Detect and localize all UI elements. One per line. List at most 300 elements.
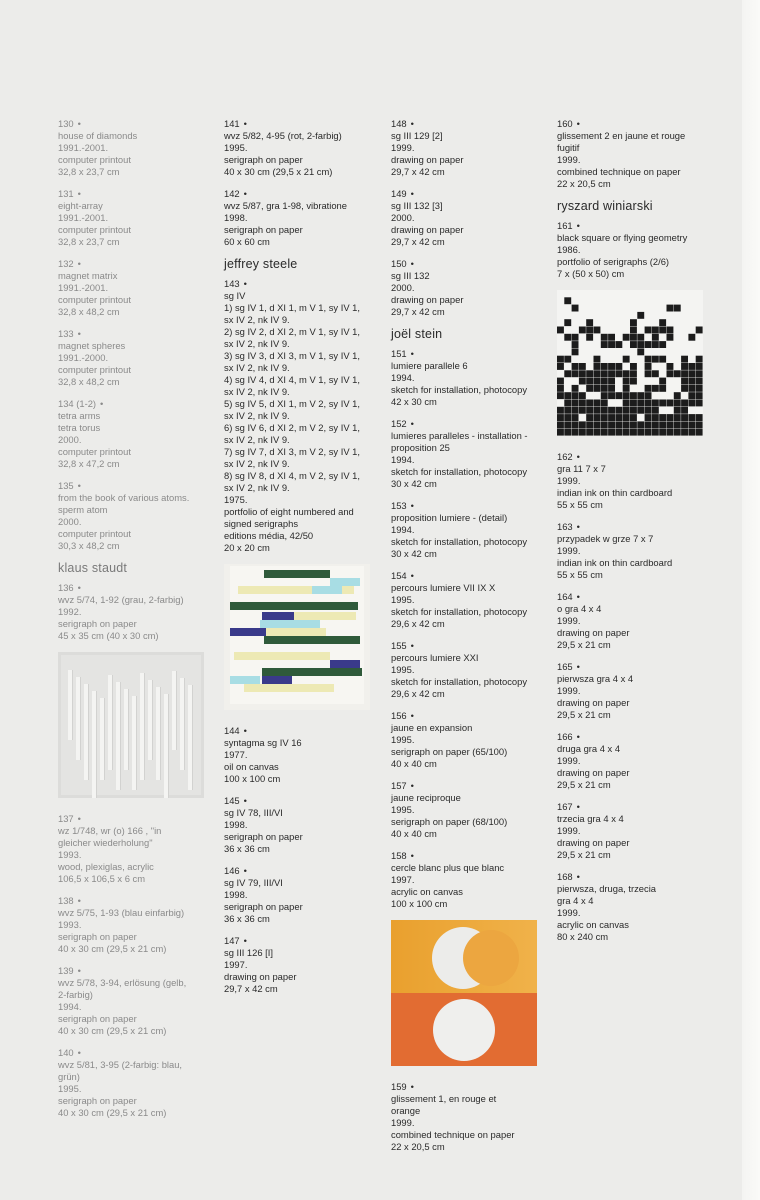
entry-number: 149 [391,188,407,199]
grid-cell [688,297,695,304]
entry-detail-line: 32,8 x 48,2 cm [58,376,120,387]
entry-number-line [557,661,722,673]
grid-cell [601,348,608,355]
grid-cell [579,319,586,326]
grid-cell [586,327,593,334]
grid-cell [623,341,630,348]
entry-detail-line: 1999. [557,545,581,556]
grid-cell [645,356,652,363]
grid-cell [579,356,586,363]
grid-cell [615,297,622,304]
grid-cell [645,392,652,399]
grid-cell [667,356,674,363]
grid-cell [557,385,564,392]
grid-cell [615,392,622,399]
entry-detail-line: 1) sg IV 1, d XI 1, m V 1, sy IV 1, [224,302,360,313]
grid-cell [557,429,564,436]
entry-detail-line: wvz 5/74, 1-92 (grau, 2-farbig) [58,594,184,605]
grid-cell [645,305,652,312]
grid-cell [615,290,622,297]
grid-cell [681,290,688,297]
relief-strip [124,689,128,770]
entry-number-line [391,780,551,792]
grid-cell [601,319,608,326]
grid-cell [652,400,659,407]
entry-detail-line: 1991.-2000. [58,352,109,363]
grid-cell [637,414,644,421]
entry-detail-line: drawing on paper [391,224,464,235]
grid-cell [623,356,630,363]
grid-cell [681,297,688,304]
catalogue-entry [391,780,551,840]
bullet-icon: • [77,258,81,269]
grid-cell [674,348,681,355]
grid-cell [594,429,601,436]
entry-detail-line: sx IV 2, nk IV 9. [224,338,290,349]
catalogue-entry [58,582,218,642]
entry-detail-line: przypadek w grze 7 x 7 [557,533,654,544]
grid-cell [579,297,586,304]
entry-number: 145 [224,795,240,806]
catalogue-entry [557,661,722,721]
grid-cell [637,348,644,355]
relief-strip [92,691,96,798]
grid-cell [667,348,674,355]
bullet-icon: • [576,118,580,129]
grid-cell [688,385,695,392]
grid-cell [572,370,579,377]
grid-cell [674,363,681,370]
entries-post-steele [224,725,384,995]
relief-shadow [88,684,89,780]
relief-shadow [104,698,105,780]
catalogue-entry [391,188,551,248]
grid-cell [630,348,637,355]
entry-detail-line: 29,6 x 42 cm [391,618,445,629]
steele-bar [230,628,266,636]
entry-detail-line: 1986. [557,244,581,255]
catalogue-entry [557,451,722,511]
entry-number-line [58,328,218,340]
grid-cell [586,363,593,370]
grid-cell [586,421,593,428]
grid-cell [659,392,666,399]
grid-cell [637,400,644,407]
entry-detail-line: computer printout [58,528,131,539]
entry-number-line [58,895,218,907]
grid-cell [601,363,608,370]
catalogue-entry [58,188,218,248]
entry-detail-line: black square or flying geometry [557,232,688,243]
grid-cell [601,305,608,312]
entry-detail-line: 32,8 x 47,2 cm [58,458,120,469]
catalogue-entry [58,480,218,552]
grid-cell [586,414,593,421]
grid-cell [572,341,579,348]
entry-detail-line: 1999. [557,825,581,836]
entry-detail-line: 30 x 42 cm [391,478,437,489]
entry-number: 136 [58,582,74,593]
catalogue-entry [224,118,384,178]
relief-strip [132,696,136,790]
catalogue-entry [224,188,384,248]
grid-cell [630,421,637,428]
grid-cell [615,356,622,363]
grid-cell [608,363,615,370]
entry-number: 132 [58,258,74,269]
grid-cell [608,348,615,355]
grid-cell [637,407,644,414]
entry-number: 156 [391,710,407,721]
catalogue-entry [557,220,722,280]
grid-cell [557,370,564,377]
grid-cell [579,414,586,421]
grid-cell [594,421,601,428]
grid-cell [652,385,659,392]
entry-detail-line: 29,5 x 21 cm [557,639,611,650]
bullet-icon: • [77,895,81,906]
entry-detail-line: 29,5 x 21 cm [557,849,611,860]
entry-detail-line: jaune en expansion [391,722,473,733]
relief-strip [172,671,176,750]
grid-cell [659,407,666,414]
entries-pre-steele [224,118,384,248]
grid-cell [623,392,630,399]
entry-detail-line: 2000. [391,282,415,293]
catalogue-entry [58,895,218,955]
grid-cell [688,407,695,414]
entry-detail-line: 1999. [557,755,581,766]
grid-cell [572,319,579,326]
entry-detail-line: drawing on paper [391,154,464,165]
bullet-icon: • [243,935,247,946]
entry-detail-line: wz 1/748, wr (o) 166 , "in [58,825,162,836]
entry-number-line [224,795,384,807]
entry-detail-line: proposition 25 [391,442,450,453]
grid-cell [667,341,674,348]
grid-cell [608,385,615,392]
grid-cell [579,400,586,407]
grid-cell [674,400,681,407]
grid-cell [645,319,652,326]
entry-detail-line: 20 x 20 cm [224,542,270,553]
grid-cell [637,327,644,334]
grid-cell [564,290,571,297]
grid-cell [601,290,608,297]
grid-cell [652,429,659,436]
grid-cell [572,385,579,392]
grid-cell [674,378,681,385]
relief-shadow [136,696,137,790]
grid-cell [688,356,695,363]
grid-cell [557,363,564,370]
grid-cell [586,334,593,341]
grid-cell [696,305,703,312]
entry-detail-line: 40 x 30 cm (29,5 x 21 cm) [58,1107,167,1118]
entry-detail-line: trzecia gra 4 x 4 [557,813,624,824]
grid-cell [630,312,637,319]
entry-detail-line: 1999. [557,475,581,486]
grid-cell [572,414,579,421]
grid-cell [623,414,630,421]
entry-detail-line: acrylic on canvas [391,886,463,897]
catalogue-entry [58,398,218,470]
grid-cell [615,414,622,421]
steele-bar [234,652,330,660]
catalogue-entry [557,521,722,581]
entry-detail-line: 32,8 x 23,7 cm [58,236,120,247]
grid-cell [615,327,622,334]
entry-detail-line: signed serigraphs [224,518,299,529]
grid-cell [659,400,666,407]
entry-detail-line: indian ink on thin cardboard [557,557,673,568]
entry-detail-line: tetra arms [58,410,101,421]
bullet-icon: • [410,710,414,721]
grid-cell [637,370,644,377]
grid-cell [645,348,652,355]
catalogue-entry [557,731,722,791]
entry-detail-line: 7 x (50 x 50) cm [557,268,625,279]
grid-cell [674,327,681,334]
entries-pre-winiarski [557,118,722,190]
grid-cell [564,429,571,436]
grid-cell [681,334,688,341]
grid-cell [645,400,652,407]
entry-number-line [391,1081,551,1093]
grid-cell [594,327,601,334]
steele-bar [230,602,358,610]
grid-cell [630,305,637,312]
grid-cell [667,407,674,414]
steele-serigraph-image [224,564,384,713]
grid-cell [630,319,637,326]
grid-cell [696,414,703,421]
entry-detail-line: 1998. [224,212,248,223]
grid-cell [572,400,579,407]
entry-detail-line: 22 x 20,5 cm [391,1141,445,1152]
entry-detail-line: 1993. [58,849,82,860]
grid-cell [696,370,703,377]
grid-cell [608,392,615,399]
entry-detail-line: 29,7 x 42 cm [391,306,445,317]
entry-number: 138 [58,895,74,906]
bullet-icon: • [410,640,414,651]
grid-cell [615,370,622,377]
grid-cell [594,341,601,348]
grid-cell [688,392,695,399]
entry-detail-line: 1975. [224,494,248,505]
steele-bar [230,676,260,684]
grid-cell [608,327,615,334]
grid-cell [594,297,601,304]
grid-cell [659,297,666,304]
grid-cell [601,414,608,421]
entry-detail-line: proposition lumiere - (detail) [391,512,508,523]
grid-cell [564,356,571,363]
entry-detail-line: 100 x 100 cm [391,898,448,909]
grid-cell [586,400,593,407]
entry-number-line [391,418,551,430]
entry-number: 131 [58,188,74,199]
grid-cell [586,305,593,312]
grid-cell [601,341,608,348]
grid-cell [586,407,593,414]
entry-detail-line: wvz 5/78, 3-94, erlösung (gelb, [58,977,187,988]
grid-cell [645,290,652,297]
entry-number: 168 [557,871,573,882]
bullet-icon: • [410,418,414,429]
entry-detail-line: 6) sg IV 6, d XI 2, m V 2, sy IV 1, [224,422,360,433]
grid-cell [630,400,637,407]
entry-detail-line: sketch for installation, photocopy [391,384,528,395]
catalogue-entry [391,1081,551,1153]
grid-cell [630,385,637,392]
entry-detail-line: 22 x 20,5 cm [557,178,611,189]
bullet-icon: • [576,731,580,742]
entry-detail-line: jaune reciproque [391,792,461,803]
grid-cell [681,385,688,392]
entry-detail-line: portfolio of serigraphs (2/6) [557,256,670,267]
entry-number-line [224,865,384,877]
relief-shadow [192,685,193,790]
grid-cell [579,370,586,377]
entry-number: 141 [224,118,240,129]
entry-detail-line: gra 4 x 4 [557,895,594,906]
grid-cell [579,407,586,414]
entry-number: 160 [557,118,573,129]
entry-detail-line: computer printout [58,154,131,165]
grid-cell [594,385,601,392]
relief-strip [140,673,144,780]
grid-cell [623,429,630,436]
grid-cell [564,370,571,377]
entry-number-line [557,451,722,463]
grid-cell [681,319,688,326]
entry-detail-line: 1999. [557,685,581,696]
bullet-icon: • [576,591,580,602]
grid-cell [674,312,681,319]
catalogue-entry [224,795,384,855]
grid-cell [645,363,652,370]
entry-number-line [58,118,218,130]
entry-detail-line: eight-array [58,200,103,211]
grid-cell [615,429,622,436]
grid-cell [637,378,644,385]
grid-cell [572,297,579,304]
entry-detail-line: 1999. [391,142,415,153]
bullet-icon: • [576,801,580,812]
entry-number-line [58,582,218,594]
entry-number-line [224,725,384,737]
grid-cell [572,392,579,399]
relief-shadow [112,675,113,770]
grid-cell [557,407,564,414]
grid-cell [652,356,659,363]
grid-cell [688,421,695,428]
grid-cell [667,414,674,421]
entry-detail-line: drawing on paper [224,971,297,982]
grid-cell [696,429,703,436]
stein-glissement-image [391,920,551,1069]
entry-number: 163 [557,521,573,532]
grid-cell [557,348,564,355]
grid-cell [601,370,608,377]
grid-cell [586,370,593,377]
grid-cell [594,356,601,363]
grid-cell [645,407,652,414]
artist-heading-winiarski: ryszard winiarski [557,199,653,213]
steele-bar [262,676,292,684]
entry-detail-line: sx IV 2, nk IV 9. [224,314,290,325]
grid-cell [608,305,615,312]
grid-cell [667,429,674,436]
entry-detail-line: 1998. [224,819,248,830]
grid-cell [637,297,644,304]
artist-heading-staudt: klaus staudt [58,561,128,575]
entry-detail-line: indian ink on thin cardboard [557,487,673,498]
grid-cell [630,370,637,377]
grid-cell [586,385,593,392]
grid-cell [667,370,674,377]
entry-number: 154 [391,570,407,581]
grid-cell [608,414,615,421]
grid-cell [681,407,688,414]
grid-cell [667,378,674,385]
entry-detail-line: 1998. [224,889,248,900]
catalogue-entry [224,865,384,925]
grid-cell [696,327,703,334]
grid-cell [557,312,564,319]
entry-detail-line: 2) sg IV 2, d XI 2, m V 1, sy IV 1, [224,326,360,337]
relief-strip [188,685,192,790]
relief-strip [164,694,168,798]
grid-cell [659,327,666,334]
grid-cell [608,297,615,304]
grid-cell [564,312,571,319]
relief-shadow [120,682,121,790]
catalogue-entry [58,1047,218,1119]
grid-cell [579,327,586,334]
grid-cell [681,429,688,436]
entry-number: 144 [224,725,240,736]
grid-cell [659,363,666,370]
grid-cell [681,348,688,355]
entry-detail-line: 1997. [391,874,415,885]
bullet-icon: • [410,118,414,129]
grid-cell [586,348,593,355]
entry-detail-line: serigraph on paper [58,931,137,942]
entry-detail-line: sx IV 2, nk IV 9. [224,482,290,493]
relief-strip [180,678,184,770]
grid-cell [667,327,674,334]
entry-detail-line: serigraph on paper (68/100) [391,816,508,827]
grid-cell [586,290,593,297]
grid-cell [688,363,695,370]
grid-cell [608,334,615,341]
grid-cell [652,421,659,428]
bullet-icon: • [576,871,580,882]
grid-cell [572,356,579,363]
grid-cell [623,407,630,414]
grid-cell [594,290,601,297]
grid-cell [667,334,674,341]
entry-detail-line: 1999. [557,907,581,918]
entry-detail-line: serigraph on paper [58,1013,137,1024]
entry-detail-line: sg III 132 [3] [391,200,443,211]
grid-cell [696,341,703,348]
entry-detail-line: pierwsza, druga, trzecia [557,883,657,894]
grid-cell [652,363,659,370]
